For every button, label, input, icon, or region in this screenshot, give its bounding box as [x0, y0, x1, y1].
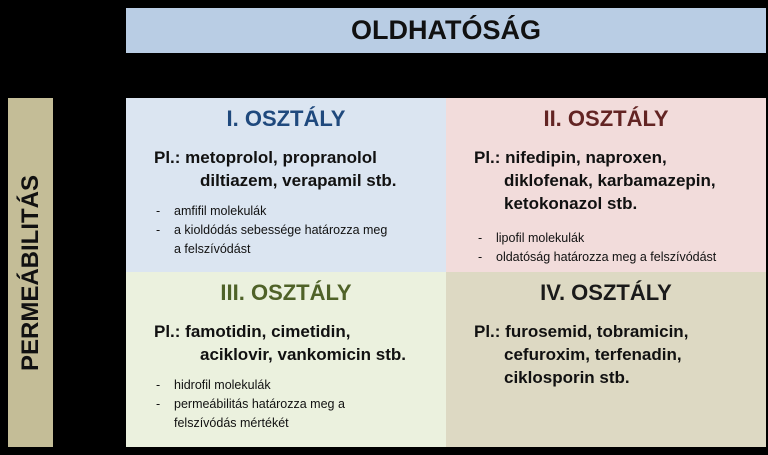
class-1-cell [126, 98, 446, 272]
class-2-properties [446, 229, 766, 267]
class-4-examples [474, 320, 766, 389]
class-4-cell [446, 272, 766, 447]
class-1-title: I. OSZTÁLY [226, 106, 346, 131]
class-3-example-line: Pl.: famotidin, cimetidin, [154, 322, 351, 341]
class-4-example-line: ciklosporin stb. [504, 368, 630, 387]
solubility-axis-header [126, 8, 766, 53]
class-3-property: - hidrofil molekulák [156, 376, 446, 395]
class-2-property: - lipofil molekulák [478, 229, 766, 248]
solubility-axis-label: OLDHATÓSÁG [351, 15, 541, 45]
class-3-examples [154, 320, 446, 366]
class-3-example-line: aciklovir, vankomicin stb. [200, 345, 406, 364]
class-3-property: - permeábilitás határozza meg a felszívódás mértékét [156, 395, 446, 433]
class-3-properties [126, 376, 446, 433]
permeability-axis-header [8, 98, 53, 447]
class-2-example-line: diklofenak, karbamazepin, [504, 171, 716, 190]
class-2-examples [474, 146, 766, 215]
class-1-examples [154, 146, 446, 192]
class-2-title: II. OSZTÁLY [543, 106, 669, 131]
class-2-cell [446, 98, 766, 272]
class-2-example-line: ketokonazol stb. [504, 194, 638, 213]
class-1-property: - a kioldódás sebessége határozza meg a felszívódást [156, 221, 446, 259]
class-3-title: III. OSZTÁLY [220, 280, 352, 305]
class-3-cell [126, 272, 446, 447]
class-4-title: IV. OSZTÁLY [540, 280, 672, 305]
permeability-axis-label: PERMEÁBILITÁS [16, 174, 44, 371]
class-1-property: - amfifil molekulák [156, 202, 446, 221]
class-1-example-line: Pl.: metoprolol, propranolol [154, 148, 377, 167]
class-2-example-line: Pl.: nifedipin, naproxen, [474, 148, 667, 167]
class-1-example-line: diltiazem, verapamil stb. [200, 171, 397, 190]
class-4-example-line: cefuroxim, terfenadin, [504, 345, 682, 364]
class-1-properties [126, 202, 446, 259]
class-2-property: - oldatóság határozza meg a felszívódást [478, 248, 766, 267]
class-4-example-line: Pl.: furosemid, tobramicin, [474, 322, 689, 341]
